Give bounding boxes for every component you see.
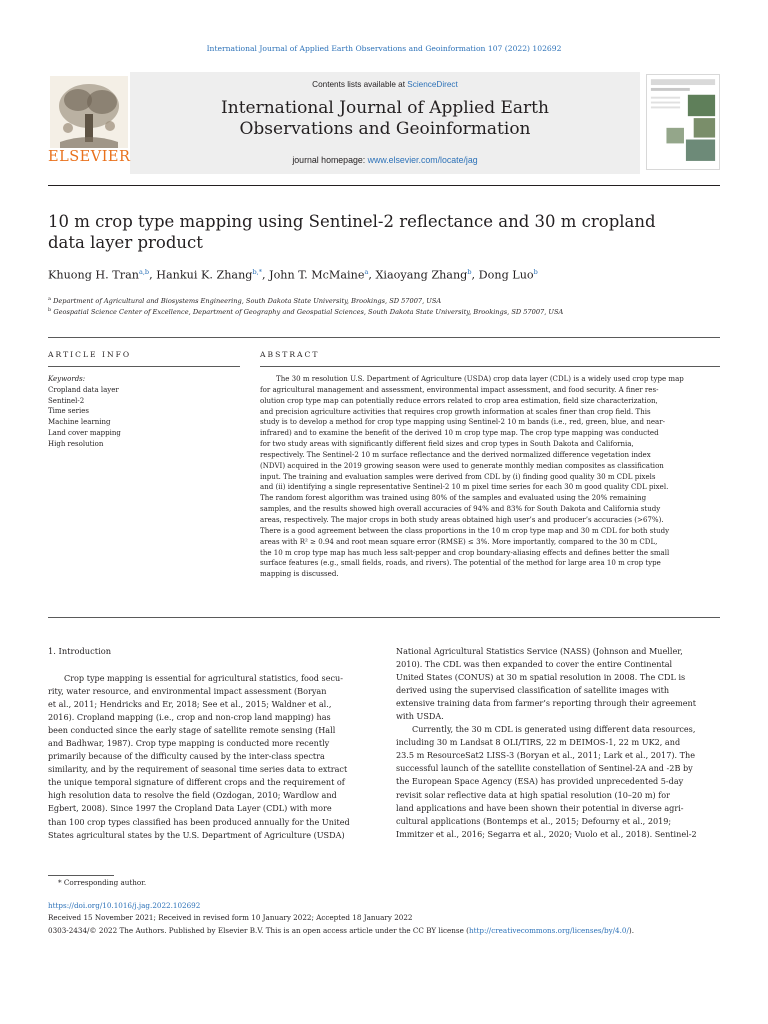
affiliation-a-text: Department of Agricultural and Biosystems Engineering, South Dakota State University, Brookings, SD 57007, USA bbox=[53, 297, 442, 306]
publisher-wordmark: ELSEVIER bbox=[48, 149, 131, 165]
intro-line: successful launch of the satellite constellation of Sentinel-2A and -2B by bbox=[396, 763, 693, 774]
affiliation-b-marker: b bbox=[48, 307, 52, 313]
intro-line: high resolution data to resolve the field (Ozdogan, 2010; Wardlow and bbox=[48, 790, 337, 801]
keyword-item: Time series bbox=[48, 407, 89, 416]
keyword-item: Cropland data layer bbox=[48, 385, 119, 394]
license-suffix: ). bbox=[628, 925, 634, 935]
homepage-link[interactable]: www.elsevier.com/locate/jag bbox=[367, 155, 478, 165]
keyword-item: Machine learning bbox=[48, 418, 111, 427]
keywords-list bbox=[48, 385, 238, 450]
abstract-rule bbox=[260, 366, 720, 367]
keyword-item: High resolution bbox=[48, 439, 104, 448]
journal-title-line1: International Journal of Applied Earth bbox=[221, 98, 549, 118]
author-separator: , bbox=[368, 268, 376, 282]
abstract-line: input. The training and evaluation samples were derived from CDL by (i) finding good quality 30 m CDL pixels bbox=[260, 471, 656, 481]
author-separator: , bbox=[261, 268, 270, 282]
introduction-heading: 1. Introduction bbox=[48, 646, 112, 656]
footnotes bbox=[48, 877, 738, 937]
abstract-text bbox=[260, 374, 720, 580]
abstract-line: The 30 m resolution U.S. Department of Agriculture (USDA) crop data layer (CDL) is a widely used crop type map bbox=[276, 374, 684, 383]
abstract-line: for agricultural management and assessment, environmental impact assessment, and food security. A finer res- bbox=[260, 384, 659, 394]
keywords-label: Keywords: bbox=[48, 375, 86, 383]
abstract-line: areas, respectively. The major crops in both study areas obtained high user’s and producer’s accuracies (>67%). bbox=[260, 514, 664, 524]
intro-line: et al., 2011; Hendricks and Er, 2018; See et al., 2015; Waldner et al., bbox=[48, 699, 332, 710]
footnote-rule bbox=[48, 875, 114, 876]
homepage-prefix: journal homepage: bbox=[292, 155, 368, 165]
abstract-line: and precision agriculture activities that requires crop growth information at scales finer than crop field. This bbox=[260, 406, 651, 416]
intro-line: derived using the supervised classification of satellite images with bbox=[396, 685, 670, 696]
abstract-line: respectively. The Sentinel-2 10 m surface reflectance and the derived normalized difference vegetation index bbox=[260, 449, 651, 459]
keyword-item: Sentinel-2 bbox=[48, 396, 85, 405]
doi-link[interactable]: https://doi.org/10.1016/j.jag.2022.102692 bbox=[48, 900, 201, 910]
abstract-line: (NDVI) acquired in the 2019 growing season were used to generate monthly median composites as classification bbox=[260, 460, 664, 470]
license-prefix: 0303-2434/© 2022 The Authors. Published by Elsevier B.V. This is an open access article under the CC BY license ( bbox=[48, 925, 469, 935]
author-name[interactable]: Xiaoyang Zhang bbox=[375, 268, 468, 282]
affiliation-rule bbox=[48, 337, 720, 338]
author-affiliation-marker[interactable]: a,b bbox=[138, 268, 150, 276]
header-rule bbox=[48, 185, 720, 186]
license-link[interactable]: http://creativecommons.org/licenses/by/4.0/ bbox=[468, 925, 629, 935]
author-affiliation-marker[interactable]: b bbox=[533, 268, 538, 276]
intro-line: Crop type mapping is essential for agricultural statistics, food secu- bbox=[64, 673, 343, 683]
author-affiliation-marker[interactable]: a bbox=[364, 268, 369, 276]
article-info-rule bbox=[48, 366, 240, 367]
author-name[interactable]: Hankui K. Zhang bbox=[156, 268, 253, 282]
contents-line bbox=[130, 80, 640, 89]
contents-prefix: Contents lists available at bbox=[312, 80, 408, 89]
journal-title bbox=[130, 98, 640, 140]
article-title-line1: 10 m crop type mapping using Sentinel-2 reflectance and 30 m cropland bbox=[48, 212, 656, 231]
author-list bbox=[48, 268, 728, 282]
abstract-line: the 10 m crop type map has much less salt-pepper and crop boundary-aliasing effects and defines better the small bbox=[260, 547, 670, 557]
received-dates: Received 15 November 2021; Received in revised form 10 January 2022; Accepted 18 January 2022 bbox=[48, 913, 413, 922]
abstract-line: study is to develop a method for crop type mapping using Sentinel-2 10 m bands (i.e., red, green, blue, and near- bbox=[260, 417, 665, 427]
author-name[interactable]: John T. McMaine bbox=[269, 268, 365, 282]
affiliation-a bbox=[48, 296, 728, 305]
license-line bbox=[48, 925, 738, 938]
intro-line: revisit solar reflective data at high spatial resolution (10–20 m) for bbox=[396, 789, 670, 800]
article-info-heading: ARTICLE INFO bbox=[48, 350, 132, 359]
intro-line: Immitzer et al., 2016; Segarra et al., 2020; Vuolo et al., 2018). Sentinel-2 bbox=[396, 828, 697, 839]
author-separator: , bbox=[149, 268, 157, 282]
abstract-line: infrared) and to examine the benefit of the derived 10 m crop type map. The crop type mapping was conducted bbox=[260, 428, 659, 438]
journal-homepage bbox=[130, 155, 640, 165]
intro-line: States agricultural states by the U.S. Department of Agriculture (USDA) bbox=[48, 829, 345, 840]
intro-line: rity, water resource, and environmental impact assessment (Boryan bbox=[48, 686, 327, 697]
intro-left-column bbox=[48, 672, 372, 842]
article-title-line2: data layer product bbox=[48, 233, 203, 252]
affiliation-a-marker: a bbox=[48, 296, 51, 302]
intro-line: similarity, and by the requirement of seasonal time series data to extract bbox=[48, 764, 348, 775]
abstract-line: There is a good agreement between the class proportions in the 10 m crop type map and 30 m CDL for both study bbox=[260, 525, 670, 535]
intro-line: and Badhwar, 1987). Crop type mapping is conducted more recently bbox=[48, 738, 330, 749]
abstract-line: samples, and the results showed high overall accuracies of 94% and 83% for South Dakota and California study bbox=[260, 504, 661, 514]
abstract-line: surface features (e.g., small fields, roads, and rivers). The potential of the method for large area 10 m crop type bbox=[260, 558, 661, 568]
author-name[interactable]: Khuong H. Tran bbox=[48, 268, 139, 282]
abstract-line: for two study areas with significantly different field sizes and crop types in South Dakota and California, bbox=[260, 439, 634, 449]
author-separator: , bbox=[471, 268, 479, 282]
abstract-line: mapping is discussed. bbox=[260, 569, 339, 579]
abstract-line: The random forest algorithm was trained using 80% of the samples and evaluated using the 20% remaining bbox=[260, 493, 647, 503]
affiliation-b bbox=[48, 307, 728, 316]
author-name[interactable]: Dong Luo bbox=[478, 268, 534, 282]
abstract-line: and (ii) identifying a single representative Sentinel-2 10 m pixel time series for each 30 m good quality CDL pixel. bbox=[260, 482, 669, 492]
intro-line: 23.5 m ResourceSat2 LISS-3 (Boryan et al., 2011; Lark et al., 2017). The bbox=[396, 750, 696, 761]
abstract-heading: ABSTRACT bbox=[260, 350, 320, 359]
author-affiliation-marker[interactable]: b,* bbox=[252, 268, 262, 276]
journal-title-line2: Observations and Geoinformation bbox=[239, 119, 531, 139]
article-title bbox=[48, 211, 668, 253]
affiliation-b-text: Geospatial Science Center of Excellence, Department of Geography and Geospatial Sciences, South Dakota State University, Brookings, SD 57007, USA bbox=[53, 308, 564, 317]
corresponding-note: * Corresponding author. bbox=[58, 878, 147, 887]
intro-line: National Agricultural Statistics Service (NASS) (Johnson and Mueller, bbox=[396, 646, 683, 656]
author-affiliation-marker[interactable]: b bbox=[467, 268, 472, 276]
intro-line: primarily because of the difficulty caused by the inter-class spectra bbox=[48, 751, 325, 762]
abstract-line: areas with R² ≥ 0.94 and root mean square error (RMSE) ≤ 3%. More importantly, compared to the 30 m CDL, bbox=[260, 536, 658, 546]
journal-cover-thumbnail[interactable] bbox=[646, 74, 720, 170]
intro-line: extensive training data from farmer’s reporting through their agreement bbox=[396, 698, 697, 709]
intro-line: including 30 m Landsat 8 OLI/TIRS, 22 m DEIMOS-1, 22 m UK2, and bbox=[396, 737, 681, 748]
intro-line: with USDA. bbox=[396, 711, 444, 722]
journal-citation[interactable]: International Journal of Applied Earth Observations and Geoinformation 107 (2022) 102692 bbox=[206, 44, 562, 53]
intro-line: the European Space Agency (ESA) has provided unprecedented 5-day bbox=[396, 776, 684, 787]
keyword-item: Land cover mapping bbox=[48, 428, 121, 437]
intro-right-column bbox=[396, 645, 720, 841]
intro-line: land applications and have been shown their potential in diverse agri- bbox=[396, 802, 684, 813]
intro-line: than 100 crop types classified has been produced annually for the United bbox=[48, 816, 350, 827]
abstract-line: olution crop type map can potentially reduce errors related to crop area estimation, field size characterization, bbox=[260, 395, 658, 405]
intro-line: 2016). Cropland mapping (i.e., crop and non-crop land mapping) has bbox=[48, 712, 331, 723]
intro-line: been conducted since the early stage of satellite remote sensing (Hall bbox=[48, 725, 336, 736]
sciencedirect-link[interactable]: ScienceDirect bbox=[407, 80, 458, 89]
intro-line: United States (CONUS) at 30 m spatial resolution in 2008. The CDL is bbox=[396, 672, 686, 683]
abstract-end-rule bbox=[48, 617, 720, 618]
intro-line: Currently, the 30 m CDL is generated using different data resources, bbox=[412, 724, 696, 735]
intro-line: cultural applications (Bontemps et al., 2015; Defourny et al., 2019; bbox=[396, 815, 672, 826]
intro-line: the unique temporal signature of different crops and the requirement of bbox=[48, 777, 345, 788]
intro-line: Egbert, 2008). Since 1997 the Cropland Data Layer (CDL) with more bbox=[48, 803, 332, 814]
keywords-block bbox=[48, 374, 238, 450]
intro-line: 2010). The CDL was then expanded to cover the entire Continental bbox=[396, 659, 673, 670]
